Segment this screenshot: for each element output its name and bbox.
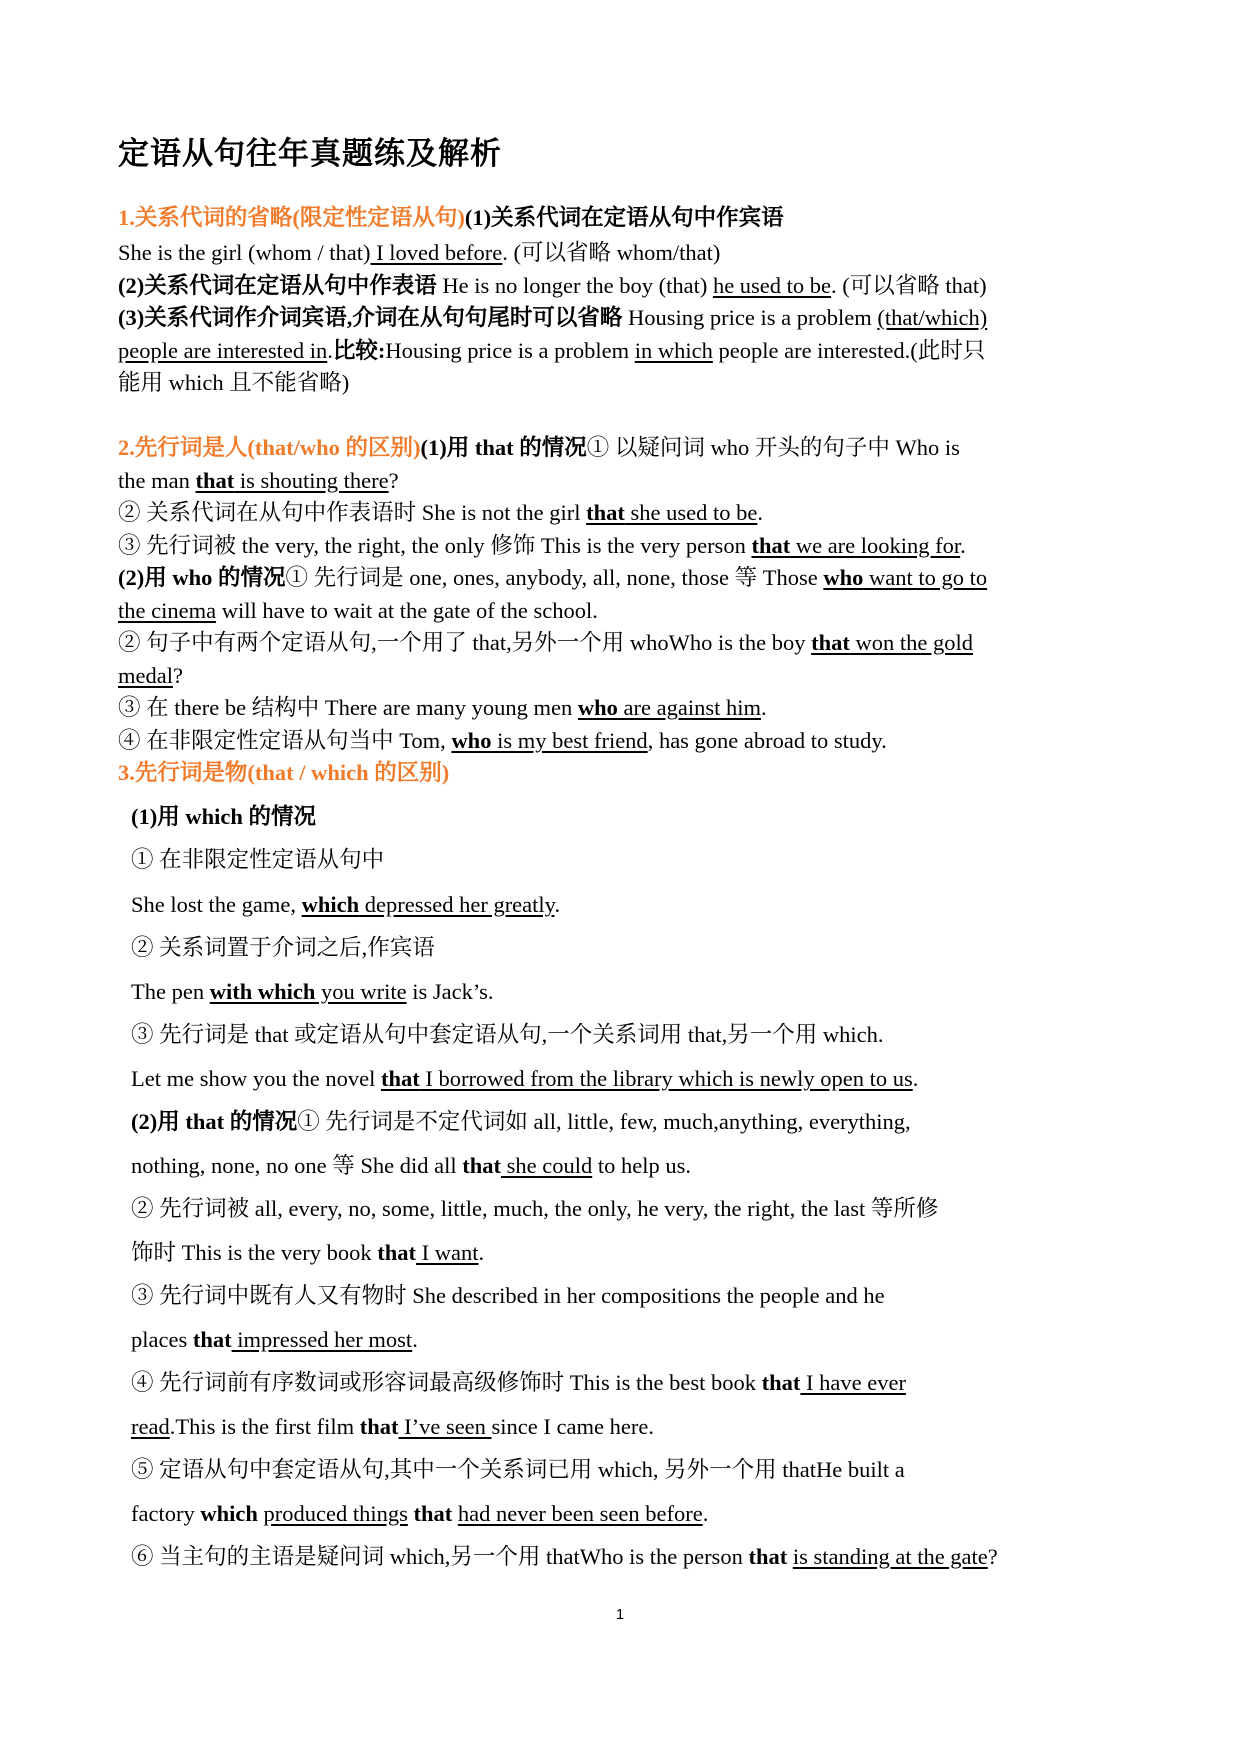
- text-run: she used to be: [624, 500, 758, 525]
- text-run: the cinema: [118, 598, 217, 623]
- text-run: She lost the game,: [131, 892, 302, 917]
- text-line: [118, 304, 987, 332]
- text-run: . (可以省略 that): [831, 273, 987, 298]
- text-run: ⑥ 当主句的主语是疑问词 which,另一个用 thatWho is the person: [131, 1544, 749, 1569]
- text-run: want to go to: [863, 565, 988, 590]
- text-line: [131, 891, 560, 919]
- text-run: .: [412, 1327, 418, 1352]
- text-run: The pen: [131, 979, 210, 1004]
- text-run: ② 关系代词在从句中作表语时 She is not the girl: [118, 500, 587, 525]
- text-run: that: [751, 533, 791, 558]
- text-run: ⑤ 定语从句中套定语从句,其中一个关系词已用 which, 另外一个用 thatHe built a: [131, 1457, 905, 1482]
- text-run: (3)关系代词作介词宾语,介词在从句句尾时可以省略: [118, 305, 623, 330]
- text-run: is standing at the gate: [792, 1544, 988, 1569]
- text-line: [118, 532, 966, 560]
- text-run: is Jack’s.: [406, 979, 494, 1004]
- text-line: [131, 1369, 906, 1397]
- text-run: (2)关系代词在定语从句中作表语: [118, 273, 437, 298]
- text-line: [118, 204, 784, 232]
- text-run: ?: [388, 468, 399, 493]
- text-line: [118, 499, 763, 527]
- text-line: [118, 239, 720, 267]
- text-line: [118, 629, 973, 657]
- text-line: [118, 727, 887, 755]
- text-run: ?: [987, 1544, 998, 1569]
- text-run: she could: [500, 1153, 593, 1178]
- text-run: ③ 在 there be 结构中 There are many young men: [118, 695, 578, 720]
- text-line: [131, 1108, 911, 1136]
- page-title: 定语从句往年真题练及解析: [118, 136, 502, 172]
- text-line: [131, 1021, 883, 1049]
- text-run: that: [359, 1414, 399, 1439]
- text-run: people are interested in: [118, 338, 328, 363]
- text-run: .This is the first film: [169, 1414, 360, 1439]
- text-run: 能用 which 且不能省略): [118, 370, 350, 395]
- text-run: (1)用 that 的情况: [420, 435, 587, 460]
- text-run: that: [377, 1240, 416, 1265]
- text-run: ① 先行词是不定代词如 all, little, few, much,anything, everything,: [297, 1109, 911, 1134]
- text-run: since I came here.: [491, 1414, 654, 1439]
- text-run: factory: [131, 1501, 201, 1526]
- text-run: won the gold: [849, 630, 973, 655]
- text-run: ② 先行词被 all, every, no, some, little, much, the only, he very, the right, the last 等所修: [131, 1196, 939, 1221]
- text-run: read: [131, 1414, 170, 1439]
- text-run: 饰时 This is the very book: [131, 1240, 378, 1265]
- text-run: people are interested.(此时只: [712, 338, 986, 363]
- text-run: Housing price is a problem: [622, 305, 878, 330]
- text-run: you write: [315, 979, 407, 1004]
- text-run: that: [192, 1327, 232, 1352]
- text-run: who: [451, 728, 492, 753]
- text-run: (that/which): [877, 305, 988, 330]
- text-run: ③ 先行词中既有人又有物时 She described in her compositions the people and he: [131, 1283, 885, 1308]
- text-run: is my best friend: [491, 728, 648, 753]
- text-line: [131, 934, 435, 962]
- text-run: are against him: [617, 695, 761, 720]
- text-line: [131, 978, 493, 1006]
- text-line: [131, 1456, 905, 1484]
- text-run: Let me show you the novel: [131, 1066, 381, 1091]
- text-run: nothing, none, no one 等 She did all: [131, 1153, 463, 1178]
- text-line: [118, 694, 767, 722]
- text-run: that: [748, 1544, 788, 1569]
- text-run: which: [301, 892, 360, 917]
- text-line: [118, 597, 598, 625]
- text-line: [131, 1065, 918, 1093]
- text-line: [131, 1239, 484, 1267]
- text-run: ① 在非限定性定语从句中: [131, 847, 385, 872]
- text-line: [131, 1326, 418, 1354]
- text-run: (1)用 which 的情况: [131, 804, 316, 829]
- text-run: (2)用 that 的情况: [131, 1109, 298, 1134]
- text-line: [131, 1195, 938, 1223]
- text-run: ② 句子中有两个定语从句,一个用了 that,另外一个用 whoWho is the boy: [118, 630, 812, 655]
- text-run: 比较:: [332, 338, 386, 363]
- text-run: .: [760, 695, 767, 720]
- text-run: (2)用 who 的情况: [118, 565, 286, 590]
- text-run: that: [380, 1066, 420, 1091]
- text-run: ② 关系词置于介词之后,作宾语: [131, 935, 435, 960]
- text-line: [118, 434, 960, 462]
- text-run: to help us.: [592, 1153, 691, 1178]
- text-run: we are looking for: [790, 533, 961, 558]
- text-line: [131, 1413, 654, 1441]
- text-run: that: [586, 500, 625, 525]
- text-line: [118, 662, 183, 690]
- text-run: had never been seen before: [457, 1501, 703, 1526]
- text-run: that: [761, 1370, 801, 1395]
- text-run: ① 以疑问词 who 开头的句子中 Who is: [586, 435, 960, 460]
- text-run: that: [195, 468, 235, 493]
- text-line: [131, 1500, 708, 1528]
- text-run: I’ve seen: [398, 1414, 492, 1439]
- text-line: [118, 369, 349, 397]
- text-run: .: [327, 338, 333, 363]
- text-run: ① 先行词是 one, ones, anybody, all, none, those 等 Those: [285, 565, 824, 590]
- text-run: medal: [118, 663, 173, 688]
- text-run: .: [960, 533, 966, 558]
- text-line: [131, 803, 316, 831]
- text-run: (1)关系代词在定语从句中作宾语: [464, 205, 784, 230]
- text-run: .: [478, 1240, 485, 1265]
- text-run: 3.先行词是物(that / which 的区别): [118, 760, 450, 785]
- text-run: in which: [634, 338, 713, 363]
- text-line: [118, 467, 399, 495]
- text-run: which: [200, 1501, 258, 1526]
- text-run: impressed her most: [231, 1327, 413, 1352]
- text-run: who: [577, 695, 618, 720]
- text-run: .: [912, 1066, 919, 1091]
- text-run: that: [413, 1501, 453, 1526]
- text-run: is shouting there: [234, 468, 389, 493]
- text-run: who: [823, 565, 864, 590]
- text-run: depressed her greatly: [359, 892, 555, 917]
- text-run: .: [757, 500, 763, 525]
- text-run: . (可以省略 whom/that): [502, 240, 721, 265]
- text-run: I have ever: [800, 1370, 906, 1395]
- text-run: I loved before: [370, 240, 503, 265]
- text-run: will have to wait at the gate of the school.: [216, 598, 598, 623]
- text-run: ④ 在非限定性定语从句当中 Tom,: [118, 728, 452, 753]
- text-run: I want: [415, 1240, 479, 1265]
- text-line: [131, 1282, 885, 1310]
- text-run: with which: [209, 979, 316, 1004]
- text-line: [118, 759, 449, 787]
- text-run: , has gone abroad to study.: [647, 728, 887, 753]
- text-run: the man: [118, 468, 196, 493]
- text-line: [118, 337, 985, 365]
- text-line: [131, 1152, 691, 1180]
- text-run: Housing price is a problem: [385, 338, 635, 363]
- text-run: ③ 先行词被 the very, the right, the only 修饰 This is the very person: [118, 533, 752, 558]
- text-run: .: [702, 1501, 709, 1526]
- text-run: that: [811, 630, 850, 655]
- text-run: places: [131, 1327, 193, 1352]
- text-line: [131, 1543, 998, 1571]
- text-line: [118, 272, 987, 300]
- text-run: that: [462, 1153, 501, 1178]
- text-run: She is the girl (whom / that): [118, 240, 371, 265]
- text-run: .: [554, 892, 561, 917]
- text-line: [118, 564, 987, 592]
- text-run: 1.关系代词的省略(限定性定语从句): [118, 205, 465, 230]
- text-run: he used to be: [712, 273, 832, 298]
- text-run: ?: [172, 663, 183, 688]
- text-run: I borrowed from the library which is newly open to us: [419, 1066, 913, 1091]
- page-number: 1: [615, 1606, 625, 1623]
- text-run: produced things: [263, 1501, 408, 1526]
- text-run: ③ 先行词是 that 或定语从句中套定语从句,一个关系词用 that,另一个用 which.: [131, 1022, 884, 1047]
- text-run: 2.先行词是人(that/who 的区别): [118, 435, 421, 460]
- text-run: ④ 先行词前有序数词或形容词最高级修饰时 This is the best book: [131, 1370, 762, 1395]
- text-run: He is no longer the boy (that): [436, 273, 713, 298]
- text-line: [131, 846, 384, 874]
